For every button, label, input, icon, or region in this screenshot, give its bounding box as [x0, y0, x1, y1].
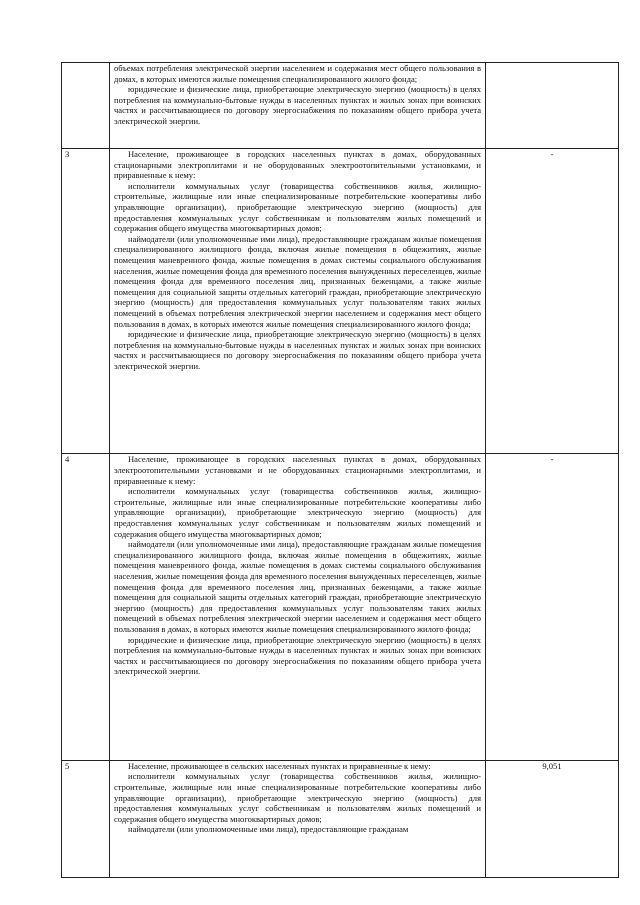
- paragraph: наймодатели (или уполномоченные ими лица), предоставляющие гражданам жилые помещения специализированного жилищного фонда, включая жилые помещения в общежитиях, жилые помещения маневренного фонда, жилые помещения в домах системы социального обслуживания населения, жилые помещения фонда для временного поселения вынужденных переселенцев, жилые помещения фонда для временного поселения лиц, признанных беженцами, а также жилые помещения для социальной защиты отдельных категорий граждан, приобретающие электрическую энергию (мощность) для предоставления коммунальных услуг пользователям таких жилых помещений в объемах потребления электрической энергии населением и содержания мест общего пользования в домах, в которых имеются жилые помещения специализированного жилого фонда;: [114, 233, 481, 329]
- table-row: [62, 760, 619, 877]
- row-number: [62, 63, 110, 149]
- table-row: [62, 63, 619, 149]
- paragraph: исполнители коммунальных услуг (товарищества собственников жилья, жилищно-строительные, жилищные или иные специализированные потребительские кооперативы либо управляющие организации), приобретающие электрическую энергию (мощность) для предоставления коммунальных услуг собственникам и пользователям жилых помещений и содержания общего имущества многоквартирных домов;: [114, 180, 481, 234]
- paragraph: наймодатели (или уполномоченные ими лица), предоставляющие гражданам жилые помещения специализированного жилищного фонда, включая жилые помещения в общежитиях, жилые помещения маневренного фонда, жилые помещения в домах системы социального обслуживания населения, жилые помещения фонда для временного поселения вынужденных переселенцев, жилые помещения фонда для временного поселения лиц, признанных беженцами, а также жилые помещения для социальной защиты отдельных категорий граждан, приобретающие электрическую энергию (мощность) для предоставления коммунальных услуг пользователям таких жилых помещений в объемах потребления электрической энергии населением и содержания мест общего пользования в домах, в которых имеются жилые помещения специализированного жилого фонда;: [114, 539, 481, 634]
- row-number: 3: [62, 149, 110, 454]
- tariff-table: [61, 62, 619, 878]
- paragraph: Население, проживающее в городских населенных пунктах в домах, оборудованных электроотопительными установками и не оборудованных стационарными электроплитами, и приравненные к нему:: [114, 454, 481, 486]
- paragraph: Население, проживающее в городских населенных пунктах в домах, оборудованных стационарными электроплитами и не оборудованных электроотопительными установками, и приравненные к нему:: [114, 149, 481, 181]
- row-description: [110, 760, 486, 877]
- row-value: -: [486, 149, 619, 454]
- paragraph: юридические и физические лица, приобретающие электрическую энергию (мощность) в целях потребления на коммунально-бытовые нужды в населенных пунктах и жилых зонах при воинских частях и рассчитывающиеся по договору энергоснабжения по показаниям общего прибора учета электрической энергии.: [114, 84, 481, 126]
- paragraph: объемах потребления электрической энергии населением и содержания мест общего пользования в домах, в которых имеются жилые помещения специализированного жилого фонда;: [114, 63, 481, 84]
- paragraph: наймодатели (или уполномоченные ими лица), предоставляющие гражданам: [128, 824, 409, 835]
- row-value: 9,051: [486, 760, 619, 877]
- row-value: [486, 63, 619, 149]
- paragraph: юридические и физические лица, приобретающие электрическую энергию (мощность) в целях потребления на коммунально-бытовые нужды в населенных пунктах и жилых зонах при воинских частях и рассчитывающиеся по договору энергоснабжения по показаниям общего прибора учета электрической энергии.: [114, 329, 481, 371]
- paragraph: исполнители коммунальных услуг (товарищества собственников жилья, жилищно-строительные, жилищные или иные специализированные потребительские кооперативы либо управляющие организации), приобретающие электрическую энергию (мощность) для предоставления коммунальных услуг собственникам и пользователям жилых помещений и содержания общего имущества многоквартирных домов;: [114, 771, 481, 824]
- table-row: [62, 454, 619, 760]
- row-number: 4: [62, 454, 110, 760]
- paragraph: юридические и физические лица, приобретающие электрическую энергию (мощность) в целях потребления на коммунально-бытовые нужды в населенных пунктах и жилых зонах при воинских частях и рассчитывающиеся по договору энергоснабжения по показаниям общего прибора учета электрической энергии.: [114, 634, 481, 677]
- row-description: [110, 63, 486, 149]
- row-description: [110, 454, 486, 760]
- row-number: 5: [62, 760, 110, 877]
- row-value: -: [486, 454, 619, 760]
- table-row: [62, 149, 619, 454]
- paragraph: исполнители коммунальных услуг (товарищества собственников жилья, жилищно-строительные, жилищные или иные специализированные потребительские кооперативы либо управляющие организации), приобретающие электрическую энергию (мощность) для предоставления коммунальных услуг собственникам и пользователям жилых помещений и содержания общего имущества многоквартирных домов;: [114, 486, 481, 539]
- row-description: [110, 149, 486, 454]
- paragraph: Население, проживающее в сельских населенных пунктах и приравненные к нему:: [128, 760, 431, 771]
